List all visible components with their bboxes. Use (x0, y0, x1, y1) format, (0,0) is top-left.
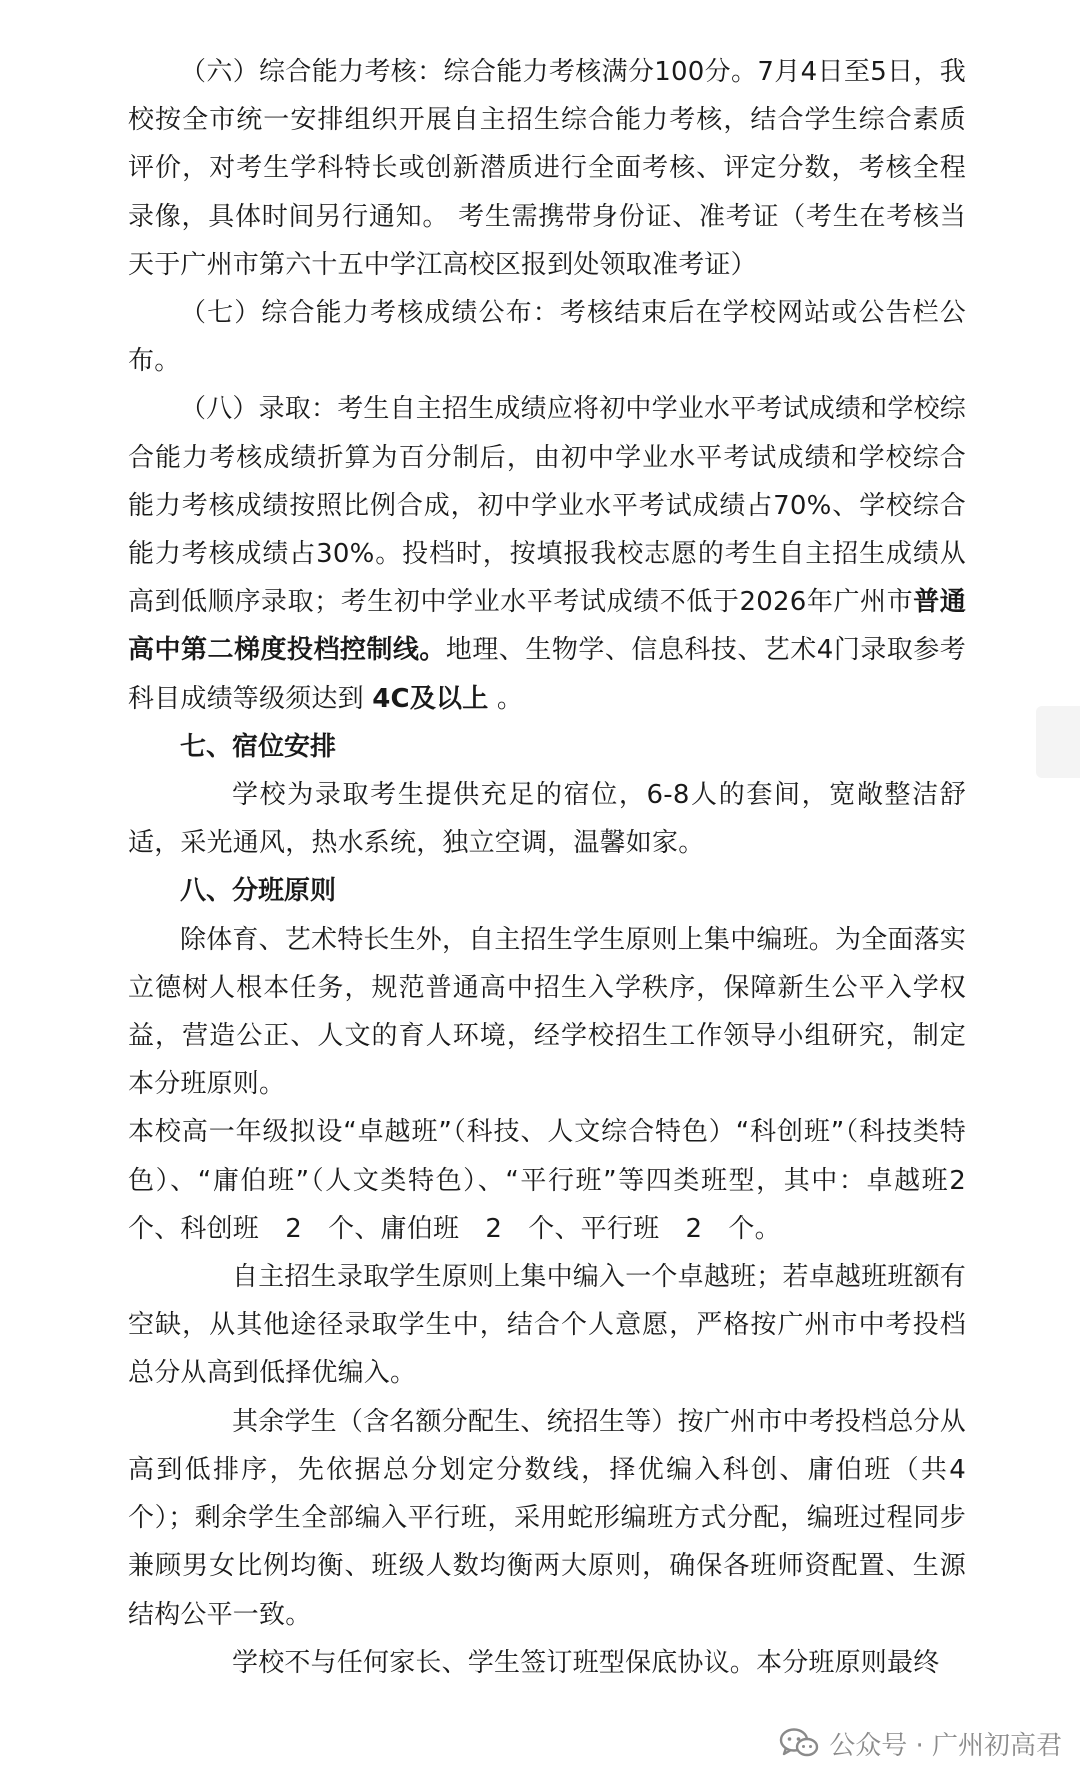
paragraph-class-division-intro: 除体育、艺术特长生外，自主招生学生原则上集中编班。为全面落实立德树人根本任务，规范普通高中招生入学秩序，保障新生公平入学权益，营造公正、人文的育人环境，经学校招生工作领导小组研究，制定本分班原则。 (128, 924, 967, 1100)
wechat-icon (779, 1727, 819, 1759)
watermark-text: 公众号 · 广州初高君 (829, 1730, 1062, 1761)
paragraph-admission (128, 385, 966, 722)
admission-control-line: 普通高中第二梯度投档控制线。 (128, 587, 966, 666)
admission-grade-requirement: 4C及以上 (372, 683, 489, 714)
document-body (128, 48, 993, 1687)
section-heading-class-division: 八、分班原则 (180, 876, 337, 907)
paragraph-other-students: 其余学生（含名额分配生、统招生等）按广州市中考投档总分从高到低排序，先依据总分划定分数线，择优编入科创、庸伯班（共4个）；剩余学生全部编入平行班，采用蛇形编班方式分配，编班过程同步兼顾男女比例均衡、班级人数均衡两大原则，确保各班师资配置、生源结构公平一致。 (128, 1406, 966, 1630)
paragraph-dormitory: 学校为录取考生提供充足的宿位，6-8人的套间，宽敞整洁舒适，采光通风，热水系统，独立空调，温馨如家。 (128, 780, 966, 859)
admission-text: （八）录取：考生自主招生成绩应将初中学业水平考试成绩和学校综合能力考核成绩折算为百分制后，由初中学业水平考试成绩和学校综合能力考核成绩按照比例合成，初中学业水平考试成绩占70%、学校综合能力考核成绩占30%。投档时，按填报我校志愿的考生自主招生成绩从高到低顺序录取；考生初中学业水平考试成绩不低于2026年广州市 (128, 394, 967, 618)
paragraph-excellence-class: 自主招生录取学生原则上集中编入一个卓越班；若卓越班班额有空缺，从其他途径录取学生中，结合个人意愿，严格按广州市中考投档总分从高到低择优编入。 (128, 1262, 966, 1389)
admission-subjects-text: 地理、生物学、信息科技、艺术4门录取参考科目成绩等级须达到 (128, 635, 966, 714)
paragraph-assessment: （六）综合能力考核：综合能力考核满分100分。7月4日至5日，我校按全市统一安排组织开展自主招生综合能力考核，结合学生综合素质评价，对考生学科特长或创新潜质进行全面考核、评定分数，考核全程录像，具体时间另行通知。 考生需携带身份证、准考证（考生在考核当天于广州市第六十五中学江高校区报到处领取准考证） (128, 57, 966, 280)
side-tab[interactable] (1036, 706, 1080, 778)
admission-end: 。 (488, 683, 524, 714)
watermark (779, 1723, 1062, 1763)
paragraph-class-types: 本校高一年级拟设“卓越班”（科技、人文综合特色）“科创班”（科技类特色）、“庸伯班”（人文类特色）、“平行班”等四类班型，其中：卓越班2 个、科创班 2 个、庸伯班 2 个、平行班 2 个。 (128, 1117, 993, 1244)
section-heading-dormitory: 七、宿位安排 (180, 731, 337, 762)
paragraph-results-publish: （七）综合能力考核成绩公布：考核结束后在学校网站或公告栏公布。 (128, 298, 966, 377)
paragraph-no-guarantee: 学校不与任何家长、学生签订班型保底协议。本分班原则最终 (232, 1647, 940, 1678)
